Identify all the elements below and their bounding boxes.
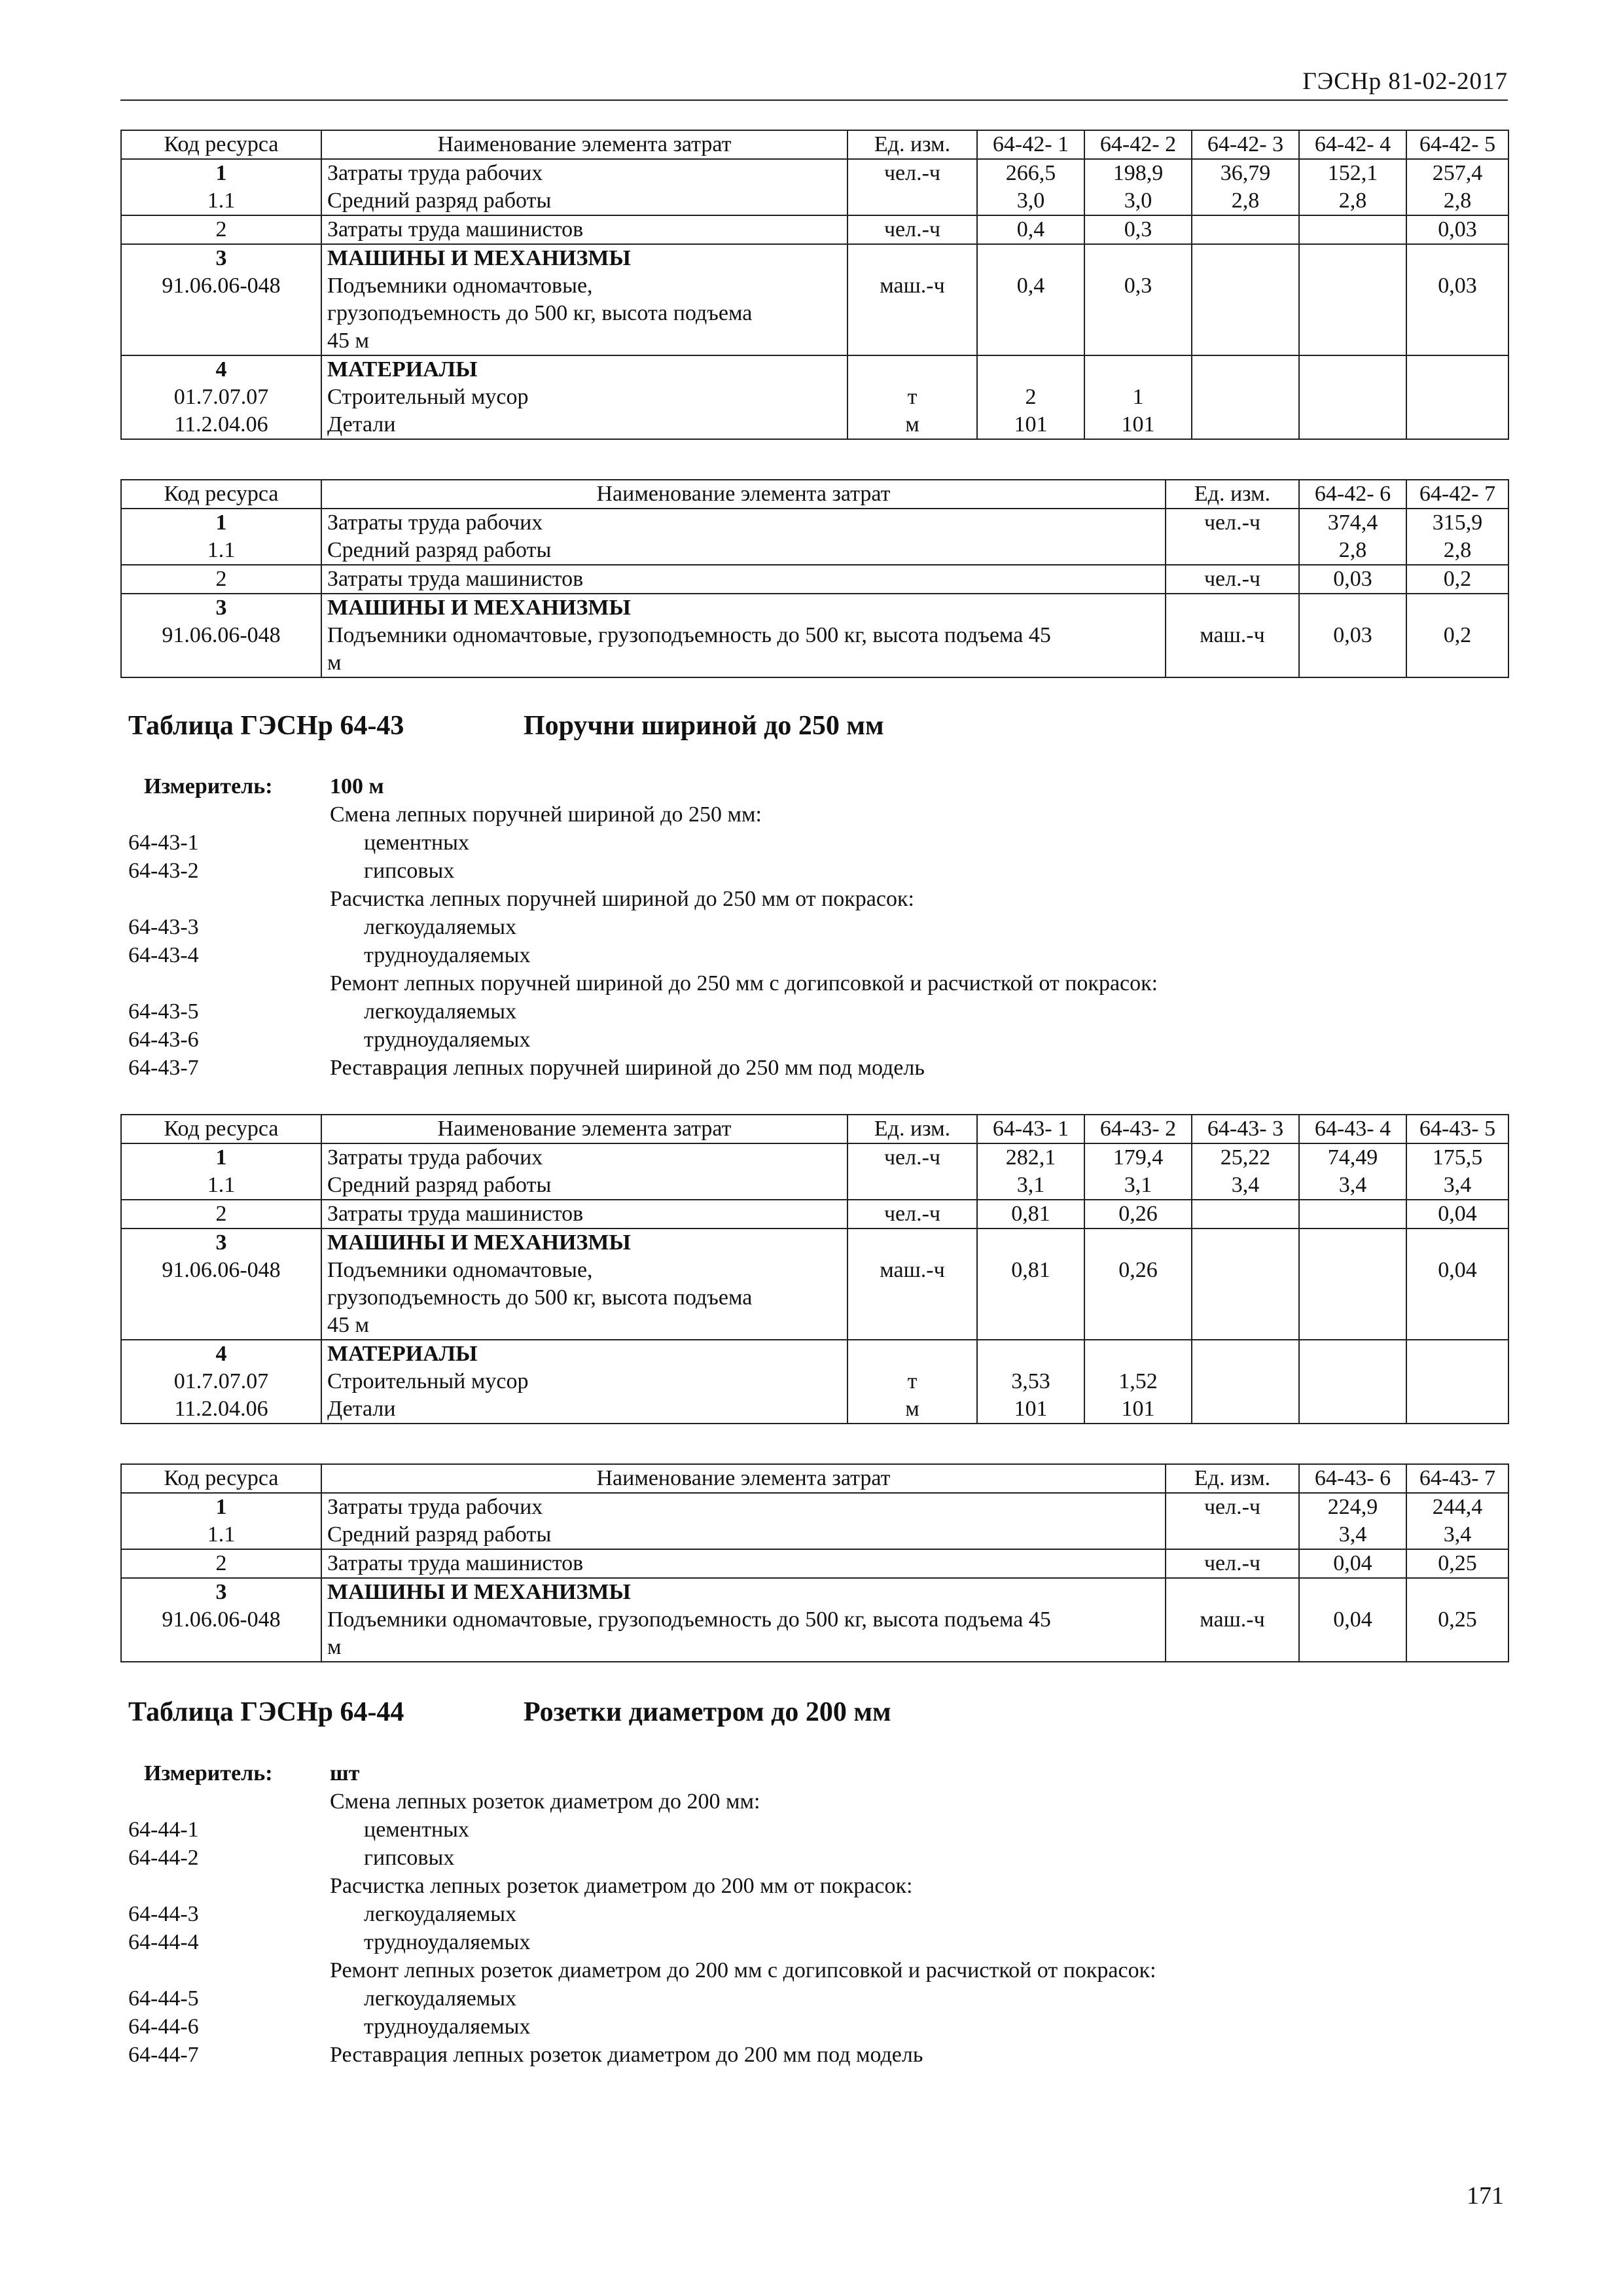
- norm-text: легкоудаляемых: [364, 1902, 517, 1926]
- value-cell: 374,4: [1327, 511, 1378, 535]
- table-row: [121, 565, 1508, 594]
- value-cell: 101: [1121, 1397, 1155, 1421]
- cost-name: Затраты труда машинистов: [321, 1200, 847, 1229]
- cost-name: Затраты труда машинистов: [321, 1549, 1166, 1578]
- table-row: [121, 1229, 1508, 1340]
- norm-text: легкоудаляемых: [364, 999, 517, 1024]
- measure-label: Измеритель:: [144, 1761, 273, 1785]
- header-cell: Наименование элемента затрат: [321, 480, 1166, 509]
- table-row: [121, 215, 1508, 244]
- resource-code: 4: [215, 357, 227, 382]
- value-cell: 36,79: [1220, 161, 1271, 185]
- unit: чел.-ч: [1204, 1495, 1261, 1519]
- header-cell: 64-43- 3: [1192, 1115, 1299, 1143]
- cost-name: Строительный мусор: [327, 1369, 529, 1393]
- cost-name: Подъемники одномачтовые, грузоподъемность до 500 кг, высота подъема 45: [327, 1607, 1051, 1632]
- cost-name: 45 м: [327, 1313, 370, 1337]
- value-cell: 3,0: [1124, 188, 1152, 213]
- value-cell: 101: [1121, 412, 1155, 437]
- header-cell: Наименование элемента затрат: [321, 1464, 1166, 1493]
- measure-list-64-43: [128, 772, 1503, 1082]
- resource-table-64-43-part1: [120, 1114, 1509, 1424]
- unit: т: [907, 1369, 918, 1393]
- norm-code: 64-43-3: [128, 915, 199, 939]
- unit: чел.-ч: [847, 215, 977, 244]
- resource-code: 01.7.07.07: [173, 385, 269, 409]
- work-group: Ремонт лепных розеток диаметром до 200 мм с догипсовкой и расчисткой от покрасок:: [330, 1958, 1156, 1982]
- table-header-row: [121, 130, 1508, 159]
- table-row: [121, 159, 1508, 215]
- norm-code: 64-44-4: [128, 1930, 199, 1954]
- cost-name: м: [327, 1635, 342, 1659]
- table-title: Таблица ГЭСНр 64-43: [128, 711, 404, 741]
- value-cell: 2,8: [1338, 188, 1367, 213]
- resource-table-64-42-part2: [120, 479, 1509, 678]
- unit: м: [905, 412, 919, 437]
- header-cell: Ед. изм.: [1166, 480, 1299, 509]
- value-cell: [1412, 1395, 1503, 1423]
- table-row: [121, 355, 1508, 439]
- norm-text: гипсовых: [364, 859, 455, 883]
- value-cell: 0,26: [1118, 1258, 1158, 1282]
- value-cell: 0,4: [977, 215, 1084, 244]
- table-header-row: [121, 480, 1508, 509]
- resource-code: 1: [215, 161, 227, 185]
- header-cell: Код ресурса: [121, 130, 321, 159]
- cost-name: Подъемники одномачтовые,: [327, 1258, 593, 1282]
- resource-code: 2: [121, 1549, 321, 1578]
- value-cell: 244,4: [1432, 1495, 1483, 1519]
- value-cell: [1299, 215, 1406, 244]
- table-row: [121, 594, 1508, 677]
- value-cell: 3,4: [1338, 1173, 1367, 1197]
- value-cell: 315,9: [1432, 511, 1483, 535]
- norm-code: 64-44-2: [128, 1846, 199, 1870]
- table-subject: Розетки диаметром до 200 мм: [524, 1697, 891, 1727]
- norm-text: трудноудаляемых: [364, 1930, 531, 1954]
- value-cell: 0,81: [1011, 1258, 1050, 1282]
- header-cell: Ед. изм.: [1166, 1464, 1299, 1493]
- resource-code: 2: [121, 565, 321, 594]
- resource-code: 11.2.04.06: [174, 1397, 268, 1421]
- value-cell: 2,8: [1443, 188, 1472, 213]
- norm-text: гипсовых: [364, 1846, 455, 1870]
- unit: м: [905, 1397, 919, 1421]
- resource-code: 1.1: [207, 538, 236, 562]
- unit: чел.-ч: [883, 161, 941, 185]
- section-heading: МАШИНЫ И МЕХАНИЗМЫ: [327, 246, 631, 270]
- norm-text: трудноудаляемых: [364, 2015, 531, 2039]
- cost-name: Средний разряд работы: [327, 1522, 552, 1547]
- header-cell: 64-42- 3: [1192, 130, 1299, 159]
- value-cell: [1305, 1395, 1400, 1423]
- norm-text: Реставрация лепных поручней шириной до 250 мм под модель: [330, 1056, 925, 1080]
- norm-code: 64-44-7: [128, 2043, 199, 2067]
- header-cell: 64-43- 1: [977, 1115, 1084, 1143]
- section-heading: МАШИНЫ И МЕХАНИЗМЫ: [327, 596, 631, 620]
- cost-name: Детали: [327, 1397, 396, 1421]
- value-cell: 0,04: [1333, 1607, 1372, 1632]
- cost-name: Строительный мусор: [327, 385, 529, 409]
- norm-text: цементных: [364, 1818, 469, 1842]
- unit: чел.-ч: [847, 1200, 977, 1229]
- document-code: ГЭСНр 81-02-2017: [1302, 68, 1508, 95]
- header-cell: Наименование элемента затрат: [321, 1115, 847, 1143]
- value-cell: 74,49: [1327, 1145, 1378, 1170]
- resource-code: 91.06.06-048: [162, 623, 281, 647]
- value-cell: 0,03: [1333, 623, 1372, 647]
- section-heading: МАШИНЫ И МЕХАНИЗМЫ: [327, 1580, 631, 1604]
- value-cell: 2,8: [1338, 538, 1367, 562]
- value-cell: 0,04: [1299, 1549, 1406, 1578]
- unit: чел.-ч: [1166, 565, 1299, 594]
- value-cell: 0,03: [1299, 565, 1406, 594]
- header-cell: 64-42- 4: [1299, 130, 1406, 159]
- header-cell: Код ресурса: [121, 1115, 321, 1143]
- norm-text: легкоудаляемых: [364, 915, 517, 939]
- cost-name: Средний разряд работы: [327, 188, 552, 213]
- work-group: Ремонт лепных поручней шириной до 250 мм с догипсовкой и расчисткой от покрасок:: [330, 971, 1158, 996]
- value-cell: 0,03: [1406, 215, 1508, 244]
- cost-name: Средний разряд работы: [327, 1173, 552, 1197]
- cost-name: Затраты труда рабочих: [327, 161, 543, 185]
- value-cell: [1412, 384, 1503, 411]
- norm-code: 64-43-6: [128, 1028, 199, 1052]
- measure-label: Измеритель:: [144, 774, 273, 798]
- header-cell: Код ресурса: [121, 480, 321, 509]
- cost-name: Подъемники одномачтовые,: [327, 274, 593, 298]
- value-cell: 0,26: [1084, 1200, 1192, 1229]
- norm-code: 64-44-5: [128, 1986, 199, 2011]
- header-cell: 64-42- 7: [1406, 480, 1508, 509]
- norm-code: 64-43-4: [128, 943, 199, 967]
- value-cell: [1192, 1200, 1299, 1229]
- table-subject: Поручни шириной до 250 мм: [524, 711, 884, 741]
- value-cell: 282,1: [1005, 1145, 1056, 1170]
- cost-name: 45 м: [327, 329, 370, 353]
- cost-name: м: [327, 651, 342, 675]
- table-row: [121, 1143, 1508, 1200]
- value-cell: 0,2: [1443, 623, 1472, 647]
- unit: маш.-ч: [1200, 623, 1265, 647]
- resource-code: 1.1: [207, 188, 236, 213]
- resource-code: 2: [121, 215, 321, 244]
- value-cell: [1198, 272, 1293, 300]
- value-cell: 0,3: [1084, 215, 1192, 244]
- norm-code: 64-43-2: [128, 859, 199, 883]
- value-cell: 0,03: [1438, 274, 1477, 298]
- unit: маш.-ч: [880, 274, 945, 298]
- header-cell: Ед. изм.: [847, 130, 977, 159]
- value-cell: 101: [1014, 1397, 1048, 1421]
- unit: чел.-ч: [1204, 511, 1261, 535]
- value-cell: 3,0: [1016, 188, 1045, 213]
- unit: чел.-ч: [1166, 1549, 1299, 1578]
- value-cell: 266,5: [1005, 161, 1056, 185]
- value-cell: 3,4: [1338, 1522, 1367, 1547]
- section-heading: МАТЕРИАЛЫ: [327, 357, 478, 382]
- work-group: Расчистка лепных розеток диаметром до 200 мм от покрасок:: [330, 1874, 913, 1898]
- value-cell: 179,4: [1113, 1145, 1164, 1170]
- resource-code: 3: [215, 1230, 227, 1255]
- resource-code: 01.7.07.07: [173, 1369, 269, 1393]
- header-cell: 64-43- 6: [1299, 1464, 1406, 1493]
- value-cell: 0,25: [1438, 1607, 1477, 1632]
- value-cell: 0,81: [977, 1200, 1084, 1229]
- resource-code: 4: [215, 1342, 227, 1366]
- table-row: [121, 509, 1508, 565]
- value-cell: 1,52: [1118, 1369, 1158, 1393]
- norm-text: Реставрация лепных розеток диаметром до 200 мм под модель: [330, 2043, 923, 2067]
- cost-name: грузоподъемность до 500 кг, высота подъема: [327, 1285, 753, 1310]
- value-cell: 3,1: [1016, 1173, 1045, 1197]
- value-cell: 224,9: [1327, 1495, 1378, 1519]
- table-row: [121, 244, 1508, 355]
- value-cell: [1198, 1368, 1293, 1395]
- header-cell: Код ресурса: [121, 1464, 321, 1493]
- header-cell: 64-43- 5: [1406, 1115, 1508, 1143]
- measure-value: шт: [330, 1761, 360, 1785]
- table-row: [121, 1578, 1508, 1662]
- work-group: Смена лепных поручней шириной до 250 мм:: [330, 802, 762, 827]
- work-group: Смена лепных розеток диаметром до 200 мм:: [330, 1789, 760, 1814]
- unit: маш.-ч: [1200, 1607, 1265, 1632]
- unit: т: [907, 385, 918, 409]
- resource-code: 1: [215, 511, 227, 535]
- value-cell: 0,4: [1016, 274, 1045, 298]
- measure-value: 100 м: [330, 774, 384, 798]
- header-cell: 64-42- 5: [1406, 130, 1508, 159]
- work-group: Расчистка лепных поручней шириной до 250 мм от покрасок:: [330, 887, 914, 911]
- unit: чел.-ч: [883, 1145, 941, 1170]
- header-cell: 64-42- 1: [977, 130, 1084, 159]
- value-cell: [1198, 1257, 1293, 1284]
- norm-code: 64-43-7: [128, 1056, 199, 1080]
- value-cell: 3,4: [1231, 1173, 1260, 1197]
- table-row: [121, 1200, 1508, 1229]
- value-cell: 198,9: [1113, 161, 1164, 185]
- unit: маш.-ч: [880, 1258, 945, 1282]
- value-cell: 3,4: [1443, 1173, 1472, 1197]
- value-cell: [1192, 215, 1299, 244]
- cost-name: грузоподъемность до 500 кг, высота подъема: [327, 301, 753, 325]
- norm-code: 64-44-1: [128, 1818, 199, 1842]
- value-cell: 152,1: [1327, 161, 1378, 185]
- value-cell: [1305, 1257, 1400, 1284]
- section-heading: МАТЕРИАЛЫ: [327, 1342, 478, 1366]
- resource-code: 91.06.06-048: [162, 274, 281, 298]
- value-cell: 0,2: [1406, 565, 1508, 594]
- cost-name: Подъемники одномачтовые, грузоподъемность до 500 кг, высота подъема 45: [327, 623, 1051, 647]
- value-cell: 257,4: [1432, 161, 1483, 185]
- value-cell: 2,8: [1231, 188, 1260, 213]
- resource-code: 2: [121, 1200, 321, 1229]
- resource-code: 91.06.06-048: [162, 1607, 281, 1632]
- resource-table-64-42-part1: [120, 130, 1509, 440]
- norm-code: 64-43-5: [128, 999, 199, 1024]
- cost-name: Затраты труда машинистов: [321, 215, 847, 244]
- header-cell: 64-43- 7: [1406, 1464, 1508, 1493]
- table-header-row: [121, 1464, 1508, 1493]
- value-cell: 0,25: [1406, 1549, 1508, 1578]
- norm-text: цементных: [364, 831, 469, 855]
- norm-text: легкоудаляемых: [364, 1986, 517, 2011]
- value-cell: 0,3: [1124, 274, 1152, 298]
- section-heading: МАШИНЫ И МЕХАНИЗМЫ: [327, 1230, 631, 1255]
- cost-name: Затраты труда рабочих: [327, 1145, 543, 1170]
- value-cell: [1305, 272, 1400, 300]
- value-cell: [1412, 411, 1503, 439]
- cost-name: Детали: [327, 412, 396, 437]
- measure-list-64-44: [128, 1759, 1503, 2069]
- value-cell: 25,22: [1220, 1145, 1271, 1170]
- norm-code: 64-43-1: [128, 831, 199, 855]
- norm-text: трудноудаляемых: [364, 1028, 531, 1052]
- norm-code: 64-44-6: [128, 2015, 199, 2039]
- table-row: [121, 1549, 1508, 1578]
- page-number: 171: [1467, 2182, 1504, 2210]
- value-cell: 1: [1132, 385, 1144, 409]
- value-cell: [1305, 384, 1400, 411]
- resource-code: 91.06.06-048: [162, 1258, 281, 1282]
- resource-code: 3: [215, 246, 227, 270]
- value-cell: [1305, 411, 1400, 439]
- resource-code: 1: [215, 1145, 227, 1170]
- norm-code: 64-44-3: [128, 1902, 199, 1926]
- cost-name: Средний разряд работы: [327, 538, 552, 562]
- value-cell: 101: [1014, 412, 1048, 437]
- value-cell: 0,04: [1406, 1200, 1508, 1229]
- resource-table-64-43-part2: [120, 1463, 1509, 1662]
- resource-code: 1.1: [207, 1522, 236, 1547]
- table-row: [121, 1493, 1508, 1549]
- header-cell: 64-42- 6: [1299, 480, 1406, 509]
- running-header: [120, 63, 1508, 101]
- value-cell: [1305, 1368, 1400, 1395]
- value-cell: 3,53: [1011, 1369, 1050, 1393]
- value-cell: [1299, 1200, 1406, 1229]
- header-cell: 64-43- 2: [1084, 1115, 1192, 1143]
- table-title: Таблица ГЭСНр 64-44: [128, 1697, 404, 1727]
- header-cell: 64-43- 4: [1299, 1115, 1406, 1143]
- norm-text: трудноудаляемых: [364, 943, 531, 967]
- resource-code: 11.2.04.06: [174, 412, 268, 437]
- resource-code: 1: [215, 1495, 227, 1519]
- resource-code: 3: [215, 596, 227, 620]
- cost-name: Затраты труда машинистов: [321, 565, 1166, 594]
- value-cell: 0,04: [1438, 1258, 1477, 1282]
- header-cell: Ед. изм.: [847, 1115, 977, 1143]
- value-cell: 2,8: [1443, 538, 1472, 562]
- table-header-row: [121, 1115, 1508, 1143]
- value-cell: 175,5: [1432, 1145, 1483, 1170]
- header-cell: Наименование элемента затрат: [321, 130, 847, 159]
- value-cell: [1198, 1395, 1293, 1423]
- resource-code: 3: [215, 1580, 227, 1604]
- value-cell: [1198, 411, 1293, 439]
- cost-name: Затраты труда рабочих: [327, 511, 543, 535]
- value-cell: [1412, 1368, 1503, 1395]
- resource-code: 1.1: [207, 1173, 236, 1197]
- value-cell: [1198, 384, 1293, 411]
- cost-name: Затраты труда рабочих: [327, 1495, 543, 1519]
- value-cell: 3,1: [1124, 1173, 1152, 1197]
- table-row: [121, 1340, 1508, 1424]
- header-cell: 64-42- 2: [1084, 130, 1192, 159]
- value-cell: 3,4: [1443, 1522, 1472, 1547]
- value-cell: 2: [1025, 385, 1037, 409]
